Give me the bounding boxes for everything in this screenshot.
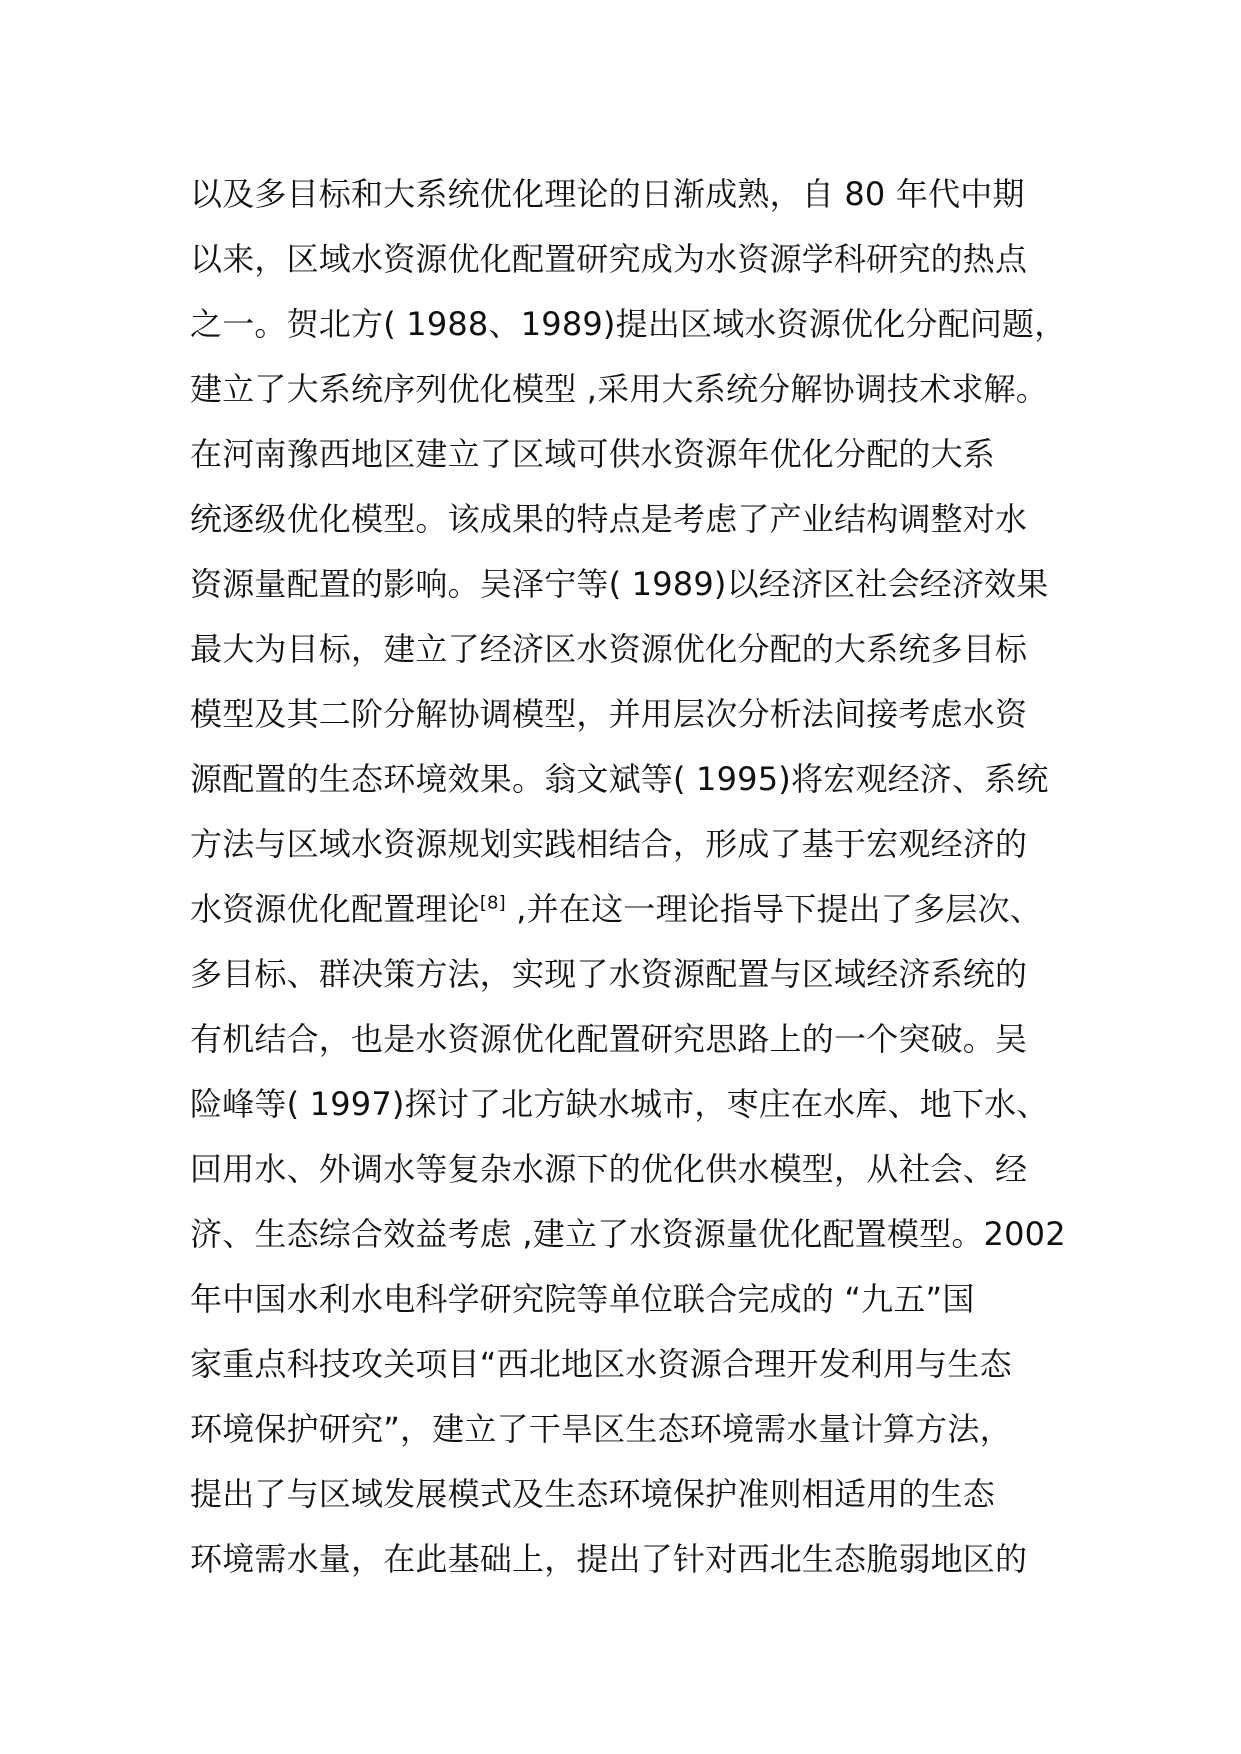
text-line: 家重点科技攻关项目“西北地区水资源合理开发利用与生态 [190, 1345, 1012, 1383]
text-line: 源配置的生态环境效果。翁文斌等( 1995)将宏观经济、系统 [190, 760, 1049, 798]
text-line: 模型及其二阶分解协调模型，并用层次分析法间接考虑水资 [190, 695, 1028, 733]
text-line: 在河南豫西地区建立了区域可供水资源年优化分配的大系 [190, 435, 996, 473]
text-line: 资源量配置的影响。吴泽宁等( 1989)以经济区社会经济效果 [190, 565, 1049, 603]
text-line: 环境保护研究”，建立了干旱区生态环境需水量计算方法， [190, 1410, 1012, 1448]
text-line-with-citation [190, 877, 1070, 942]
text-line: 多目标、群决策方法，实现了水资源配置与区域经济系统的 [190, 955, 1028, 993]
text-line: 以来，区域水资源优化配置研究成为水资源学科研究的热点 [190, 240, 1028, 278]
text-line: 以及多目标和大系统优化理论的日渐成熟，自 80 年代中期 [190, 175, 1025, 213]
text-line: 济、生态综合效益考虑 ,建立了水资源量优化配置模型。2002 [190, 1215, 1066, 1253]
text-line: 年中国水利水电科学研究院等单位联合完成的 “九五”国 [190, 1280, 975, 1318]
text-line: 环境需水量，在此基础上，提出了针对西北生态脆弱地区的 [190, 1540, 1028, 1578]
text-line: 统逐级优化模型。该成果的特点是考虑了产业结构调整对水 [190, 500, 1028, 538]
text-segment: 水资源优化配置理论 [190, 890, 480, 928]
citation-reference: [8] [479, 892, 506, 914]
text-line: 有机结合，也是水资源优化配置研究思路上的一个突破。吴 [190, 1020, 1028, 1058]
text-line: 提出了与区域发展模式及生态环境保护准则相适用的生态 [190, 1475, 996, 1513]
text-line: 最大为目标，建立了经济区水资源优化分配的大系统多目标 [190, 630, 1028, 668]
text-line: 险峰等( 1997)探讨了北方缺水城市，枣庄在水库、地下水、 [190, 1085, 1049, 1123]
body-paragraph [190, 162, 1070, 1592]
text-line: 之一。贺北方( 1988、1989)提出区域水资源优化分配问题， [190, 305, 1067, 343]
text-segment: ,并在这一理论指导下提出了多层次、 [505, 890, 1042, 928]
text-line: 方法与区域水资源规划实践相结合，形成了基于宏观经济的 [190, 825, 1028, 863]
text-line: 建立了大系统序列优化模型 ,采用大系统分解协调技术求解。 [190, 370, 1048, 408]
text-line: 回用水、外调水等复杂水源下的优化供水模型，从社会、经 [190, 1150, 1028, 1188]
